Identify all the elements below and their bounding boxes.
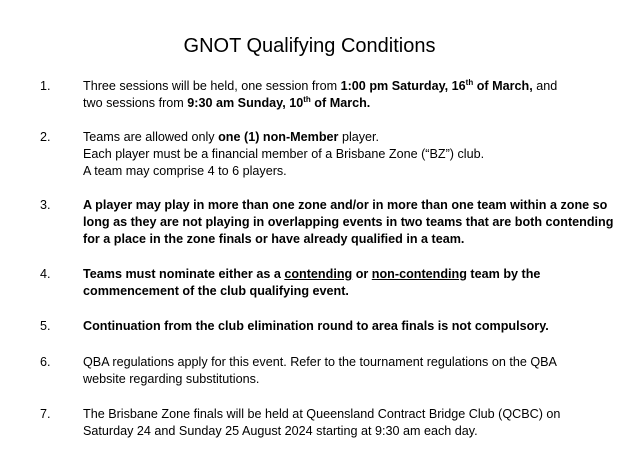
superscript: th [303, 94, 311, 104]
item-line [83, 78, 613, 95]
item-text [83, 318, 613, 335]
item-line: Each player must be a financial member of a Brisbane Zone (“BZ”) club. [83, 147, 485, 161]
text-run: Teams are allowed only [83, 130, 219, 144]
text-run: team by the [466, 267, 541, 281]
page-title: GNOT Qualifying Conditions [183, 35, 436, 57]
item-number: 2. [40, 130, 51, 144]
text-run: Three sessions will be held, one session from [83, 79, 341, 93]
text-run: player. [338, 130, 380, 144]
bold-run: of March, [473, 79, 533, 93]
item-line [83, 129, 613, 146]
item-line: commencement of the club qualifying event. [83, 284, 349, 298]
item-number: 3. [40, 198, 51, 212]
item-number: 6. [40, 355, 51, 369]
item-line: A player may play in more than one zone and/or in more than one team within a zone so [83, 198, 608, 212]
item-number: 4. [40, 267, 51, 281]
item-text [83, 406, 613, 440]
item-line: The Brisbane Zone finals will be held at Queensland Contract Bridge Club (QCBC) on [83, 407, 561, 421]
item-line: for a place in the zone finals or have already qualified in a team. [83, 232, 465, 246]
item-text [83, 197, 613, 248]
text-run: and [532, 79, 558, 93]
text-run: Teams must nominate either as a [83, 267, 285, 281]
bold-run: of March. [310, 96, 371, 110]
underlined-run: non-contending [371, 267, 467, 281]
bold-run: one (1) non-Member [218, 130, 339, 144]
item-line: QBA regulations apply for this event. Refer to the tournament regulations on the QBA [83, 355, 557, 369]
item-line: A team may comprise 4 to 6 players. [83, 164, 287, 178]
text-run: two sessions from [83, 96, 188, 110]
item-text [83, 78, 613, 112]
item-line: Continuation from the club elimination round to area finals is not compulsory. [83, 319, 549, 333]
text-run: or [352, 267, 372, 281]
item-line [83, 95, 613, 112]
item-line: Saturday 24 and Sunday 25 August 2024 starting at 9:30 am each day. [83, 424, 478, 438]
underlined-run: contending [284, 267, 353, 281]
item-text [83, 266, 613, 300]
item-number: 7. [40, 407, 51, 421]
item-line: long as they are not playing in overlapping events in two teams that are both contending [83, 215, 614, 229]
bold-run: 9:30 am Sunday, 10 [187, 96, 304, 110]
bold-run: 1:00 pm Saturday, 16 [340, 79, 466, 93]
item-text [83, 129, 613, 180]
item-text [83, 354, 613, 388]
superscript: th [465, 77, 474, 87]
item-number: 1. [40, 79, 51, 93]
item-line [83, 266, 613, 283]
item-number: 5. [40, 319, 51, 333]
item-line: website regarding substitutions. [83, 372, 260, 386]
